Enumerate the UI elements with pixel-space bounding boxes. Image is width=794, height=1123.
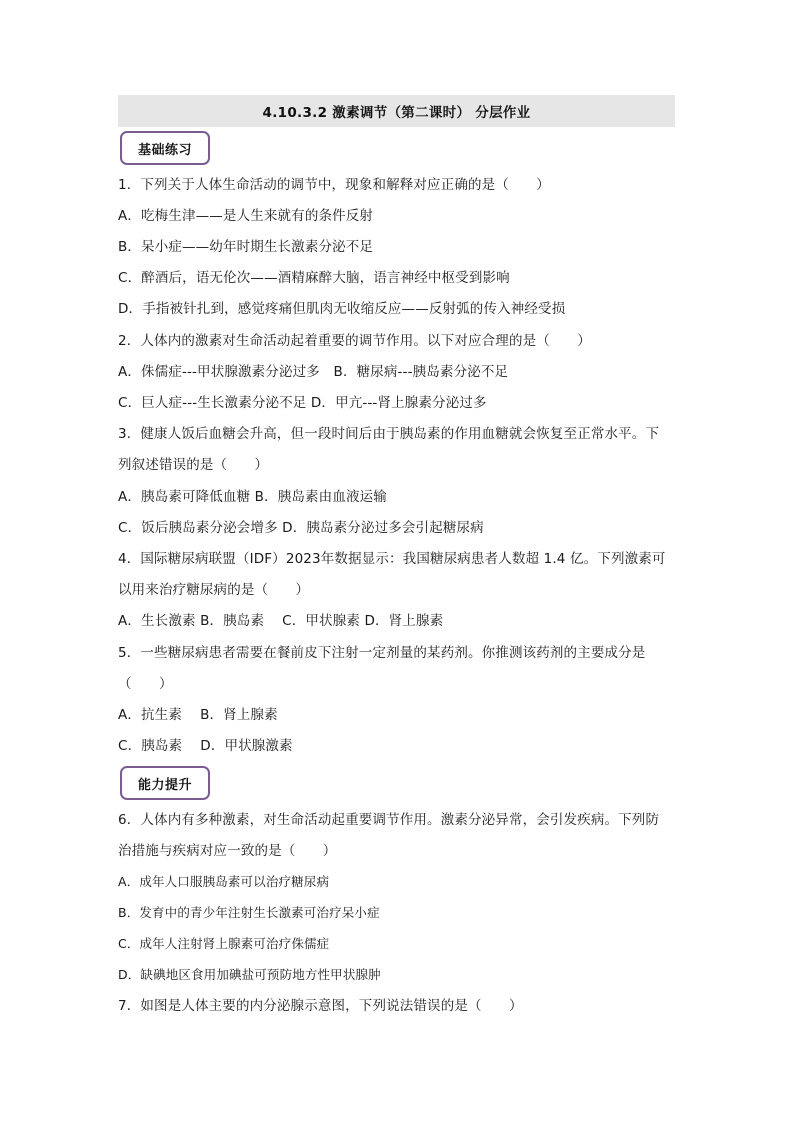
- question-6-stem-line-1: 6．人体内有多种激素，对生命活动起重要调节作用。激素分泌异常，会引发疾病。下列防: [118, 812, 660, 828]
- question-5-options-ab: A．抗生素 B．肾上腺素: [118, 707, 278, 723]
- page-title: 4.10.3.2 激素调节（第二课时） 分层作业: [262, 105, 531, 121]
- question-4-options: A．生长激素 B．胰岛素 C．甲状腺素 D．肾上腺素: [118, 613, 444, 629]
- question-5-options-cd: C．胰岛素 D．甲状腺激素: [118, 738, 293, 754]
- question-2-options-ab: A．侏儒症---甲状腺激素分泌过多 B．糖尿病---胰岛素分泌不足: [118, 364, 509, 380]
- question-1-option-b: B．呆小症——幼年时期生长激素分泌不足: [118, 239, 374, 255]
- question-6-option-a: A．成年人口服胰岛素可以治疗糖尿病: [118, 874, 330, 889]
- question-7-stem: 7．如图是人体主要的内分泌腺示意图，下列说法错误的是（ ）: [118, 998, 523, 1014]
- question-5-stem-line-2: （ ）: [118, 676, 173, 692]
- question-3-stem-line-1: 3．健康人饭后血糖会升高，但一段时间后由于胰岛素的作用血糖就会恢复至正常水平。下: [118, 426, 660, 442]
- question-6-option-b: B．发育中的青少年注射生长激素可治疗呆小症: [118, 905, 380, 920]
- section-label-basic: 基础练习: [137, 142, 192, 158]
- section-tag-basic-practice: [120, 131, 210, 165]
- question-4-stem-line-1: 4．国际糖尿病联盟（IDF）2023年数据显示：我国糖尿病患者人数超 1.4 亿。下列激素可: [118, 551, 666, 567]
- question-5-stem-line-1: 5．一些糖尿病患者需要在餐前皮下注射一定剂量的某药剂。你推测该药剂的主要成分是: [118, 645, 646, 661]
- question-3-options-cd: C．饭后胰岛素分泌会增多 D．胰岛素分泌过多会引起糖尿病: [118, 520, 484, 536]
- section-label-ability: 能力提升: [137, 777, 192, 793]
- question-4-stem-line-2: 以用来治疗糖尿病的是（ ）: [118, 582, 310, 598]
- question-3-stem-line-2: 列叙述错误的是（ ）: [118, 457, 269, 473]
- question-6-option-d: D．缺碘地区食用加碘盐可预防地方性甲状腺肿: [118, 967, 381, 982]
- question-1-option-a: A．吃梅生津——是人生来就有的条件反射: [118, 208, 374, 224]
- question-1-option-c: C．醉酒后，语无伦次——酒精麻醉大脑，语言神经中枢受到影响: [118, 270, 510, 286]
- question-1-option-d: D．手指被针扎到，感觉疼痛但肌肉无收缩反应——反射弧的传入神经受损: [118, 301, 566, 317]
- question-3-options-ab: A．胰岛素可降低血糖 B．胰岛素由血液运输: [118, 489, 387, 505]
- section-tag-ability-improvement: [120, 766, 210, 800]
- question-6-stem-line-2: 治措施与疾病对应一致的是（ ）: [118, 843, 337, 859]
- question-2-stem: 2．人体内的激素对生命活动起着重要的调节作用。以下对应合理的是（ ）: [118, 333, 591, 349]
- question-1-stem: 1．下列关于人体生命活动的调节中，现象和解释对应正确的是（ ）: [118, 177, 550, 193]
- question-6-option-c: C．成年人注射肾上腺素可治疗侏儒症: [118, 936, 330, 951]
- question-2-options-cd: C．巨人症---生长激素分泌不足 D．甲亢---肾上腺素分泌过多: [118, 395, 487, 411]
- title-bar: [118, 95, 675, 127]
